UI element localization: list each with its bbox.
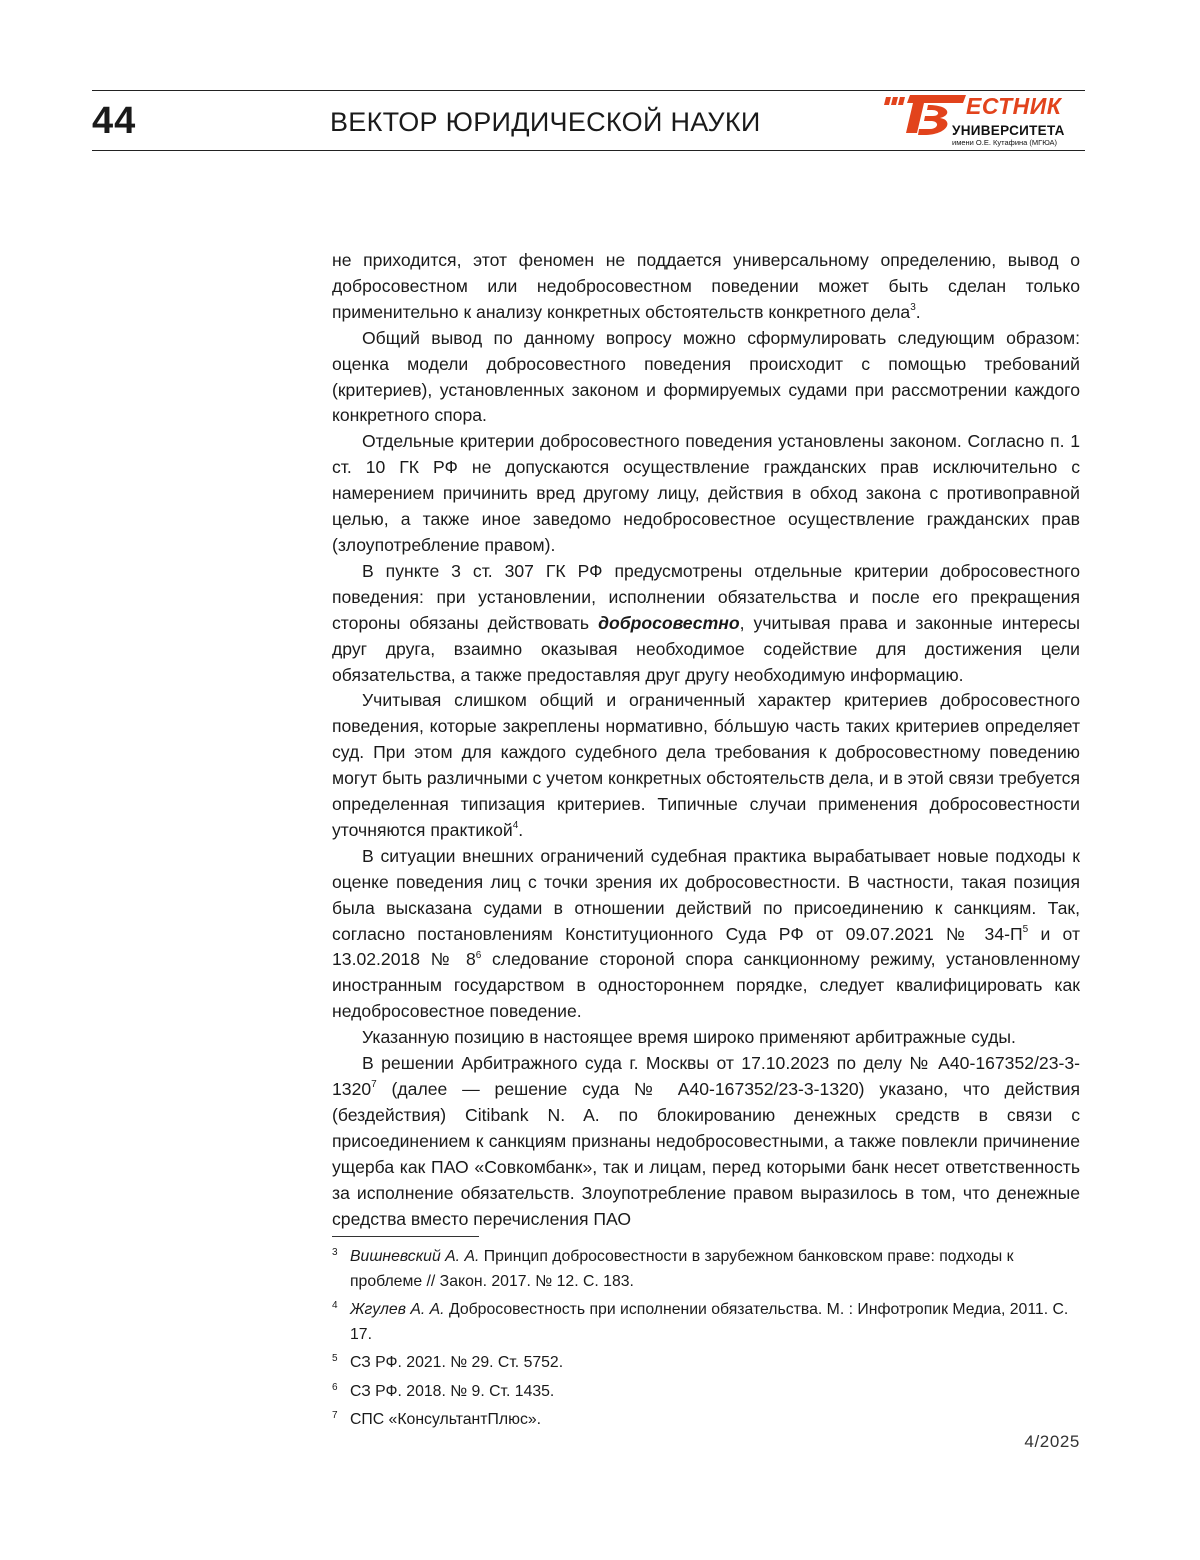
footnote-number: 5 [332,1347,338,1372]
journal-logo [880,93,1085,149]
paragraph: В ситуации внешних ограничений судебная практика вырабатывает новые подходы к оценке поведения лиц с точки зрения их добросовестности. В частности, такая позиция была высказана судами в отношении действий по присоединению к санкциям. Так, согласно постановлениям Конституционного Суда РФ от 09.07.2021 № 34-П5 и от 13.02.2018 № 86 следование стороной спора санкционному режиму, установленному иностранным государством в одностороннем порядке, следует квалифицировать как недобросовестное поведение. [332,844,1080,1025]
footnote-number: 3 [332,1241,338,1266]
paragraph: В решении Арбитражного суда г. Москвы от 17.10.2023 по делу № А40-167352/23-3-13207 (далее — решение суда № А40-167352/23-3-1320) указано, что действия (бездействия) Citibank N. A. по блокированию денежных средств в связи с присоединением к санкциям признаны недобросовестными, а также повлекли причинение ущерба как ПАО «Совкомбанк», так и лицам, перед которыми банк несет ответственность за исполнение обязательств. Злоупотребление правом выразилось в том, что денежные средства вместо перечисления ПАО [332,1051,1080,1232]
paragraph: Указанную позицию в настоящее время широко применяют арбитражные суды. [332,1025,1080,1051]
logo-title: ЕСТНИК [966,93,1061,119]
footnote-separator [332,1236,479,1237]
logo-subtitle: УНИВЕРСИТЕТА [952,123,1065,138]
footnote-number: 6 [332,1376,338,1401]
issue-number: 4/2025 [1024,1432,1080,1452]
footnote-ref[interactable]: 4 [513,820,519,831]
article-body [332,248,1080,1232]
footnote: 7 СПС «КонсультантПлюс». [332,1408,1080,1433]
footnote-ref[interactable]: 3 [910,302,916,313]
footnote-number: 7 [332,1404,338,1429]
paragraph: Общий вывод по данному вопросу можно сформулировать следующим образом: оценка модели добросовестного поведения происходит с помощью требований (критериев), установленных законом и формируемых судами при рассмотрении каждого конкретного спора. [332,326,1080,430]
header-bottom-rule [92,150,1085,151]
paragraph: В пункте 3 ст. 307 ГК РФ предусмотрены отдельные критерии добросовестного поведения: при установлении, исполнении обязательства и после его прекращения стороны обязаны действовать добросовестно, учитывая права и законные интересы друг друга, взаимно оказывая необходимое содействие для достижения цели обязательства, а также предоставляя друг другу необходимую информацию. [332,559,1080,689]
paragraph: Учитывая слишком общий и ограниченный характер критериев добросовестного поведения, которые закреплены нормативно, бóльшую часть таких критериев определяет суд. При этом для каждого судебного дела требования к добросовестному поведению могут быть различными с учетом конкретных обстоятельств дела, и в этой связи требуется определенная типизация критериев. Типичные случаи применения добросовестности уточняются практикой4. [332,688,1080,843]
footnote: 4 Жгулев А. А. Добросовестность при исполнении обязательства. М. : Инфотропик Медиа, 2011. С. 17. [332,1298,1080,1347]
section-title: ВЕКТОР ЮРИДИЧЕСКОЙ НАУКИ [330,106,761,138]
page-number: 44 [92,99,136,143]
footnote-ref[interactable]: 7 [371,1079,377,1090]
header-top-rule [92,90,1085,91]
footnote: 6 СЗ РФ. 2018. № 9. Ст. 1435. [332,1380,1080,1405]
emphasis-text: добросовестно [598,613,740,633]
logo-caption: имени О.Е. Кутафина (МГЮА) [952,138,1057,147]
footnotes [332,1245,1080,1437]
footnote: 5 СЗ РФ. 2021. № 29. Ст. 5752. [332,1351,1080,1376]
footnote-author: Жгулев А. А. [350,1301,445,1318]
page-header [92,90,1085,152]
paragraph: Отдельные критерии добросовестного поведения установлены законом. Согласно п. 1 ст. 10 ГК РФ не допускаются осуществление гражданских прав исключительно с намерением причинить вред другому лицу, действия в обход закона с противоправной целью, а также иное заведомо недобросовестное осуществление гражданских прав (злоупотребление правом). [332,429,1080,559]
footnote-number: 4 [332,1294,338,1319]
footnote-ref[interactable]: 6 [476,950,482,961]
footnote-author: Вишневский А. А. [350,1248,479,1265]
footnote: 3 Вишневский А. А. Принцип добросовестности в зарубежном банковском праве: подходы к проблеме // Закон. 2017. № 12. С. 183. [332,1245,1080,1294]
paragraph: не приходится, этот феномен не поддается универсальному определению, вывод о добросовестном или недобросовестном поведении может быть сделан только применительно к анализу конкретных обстоятельств конкретного дела3. [332,248,1080,326]
footnote-ref[interactable]: 5 [1023,924,1029,935]
